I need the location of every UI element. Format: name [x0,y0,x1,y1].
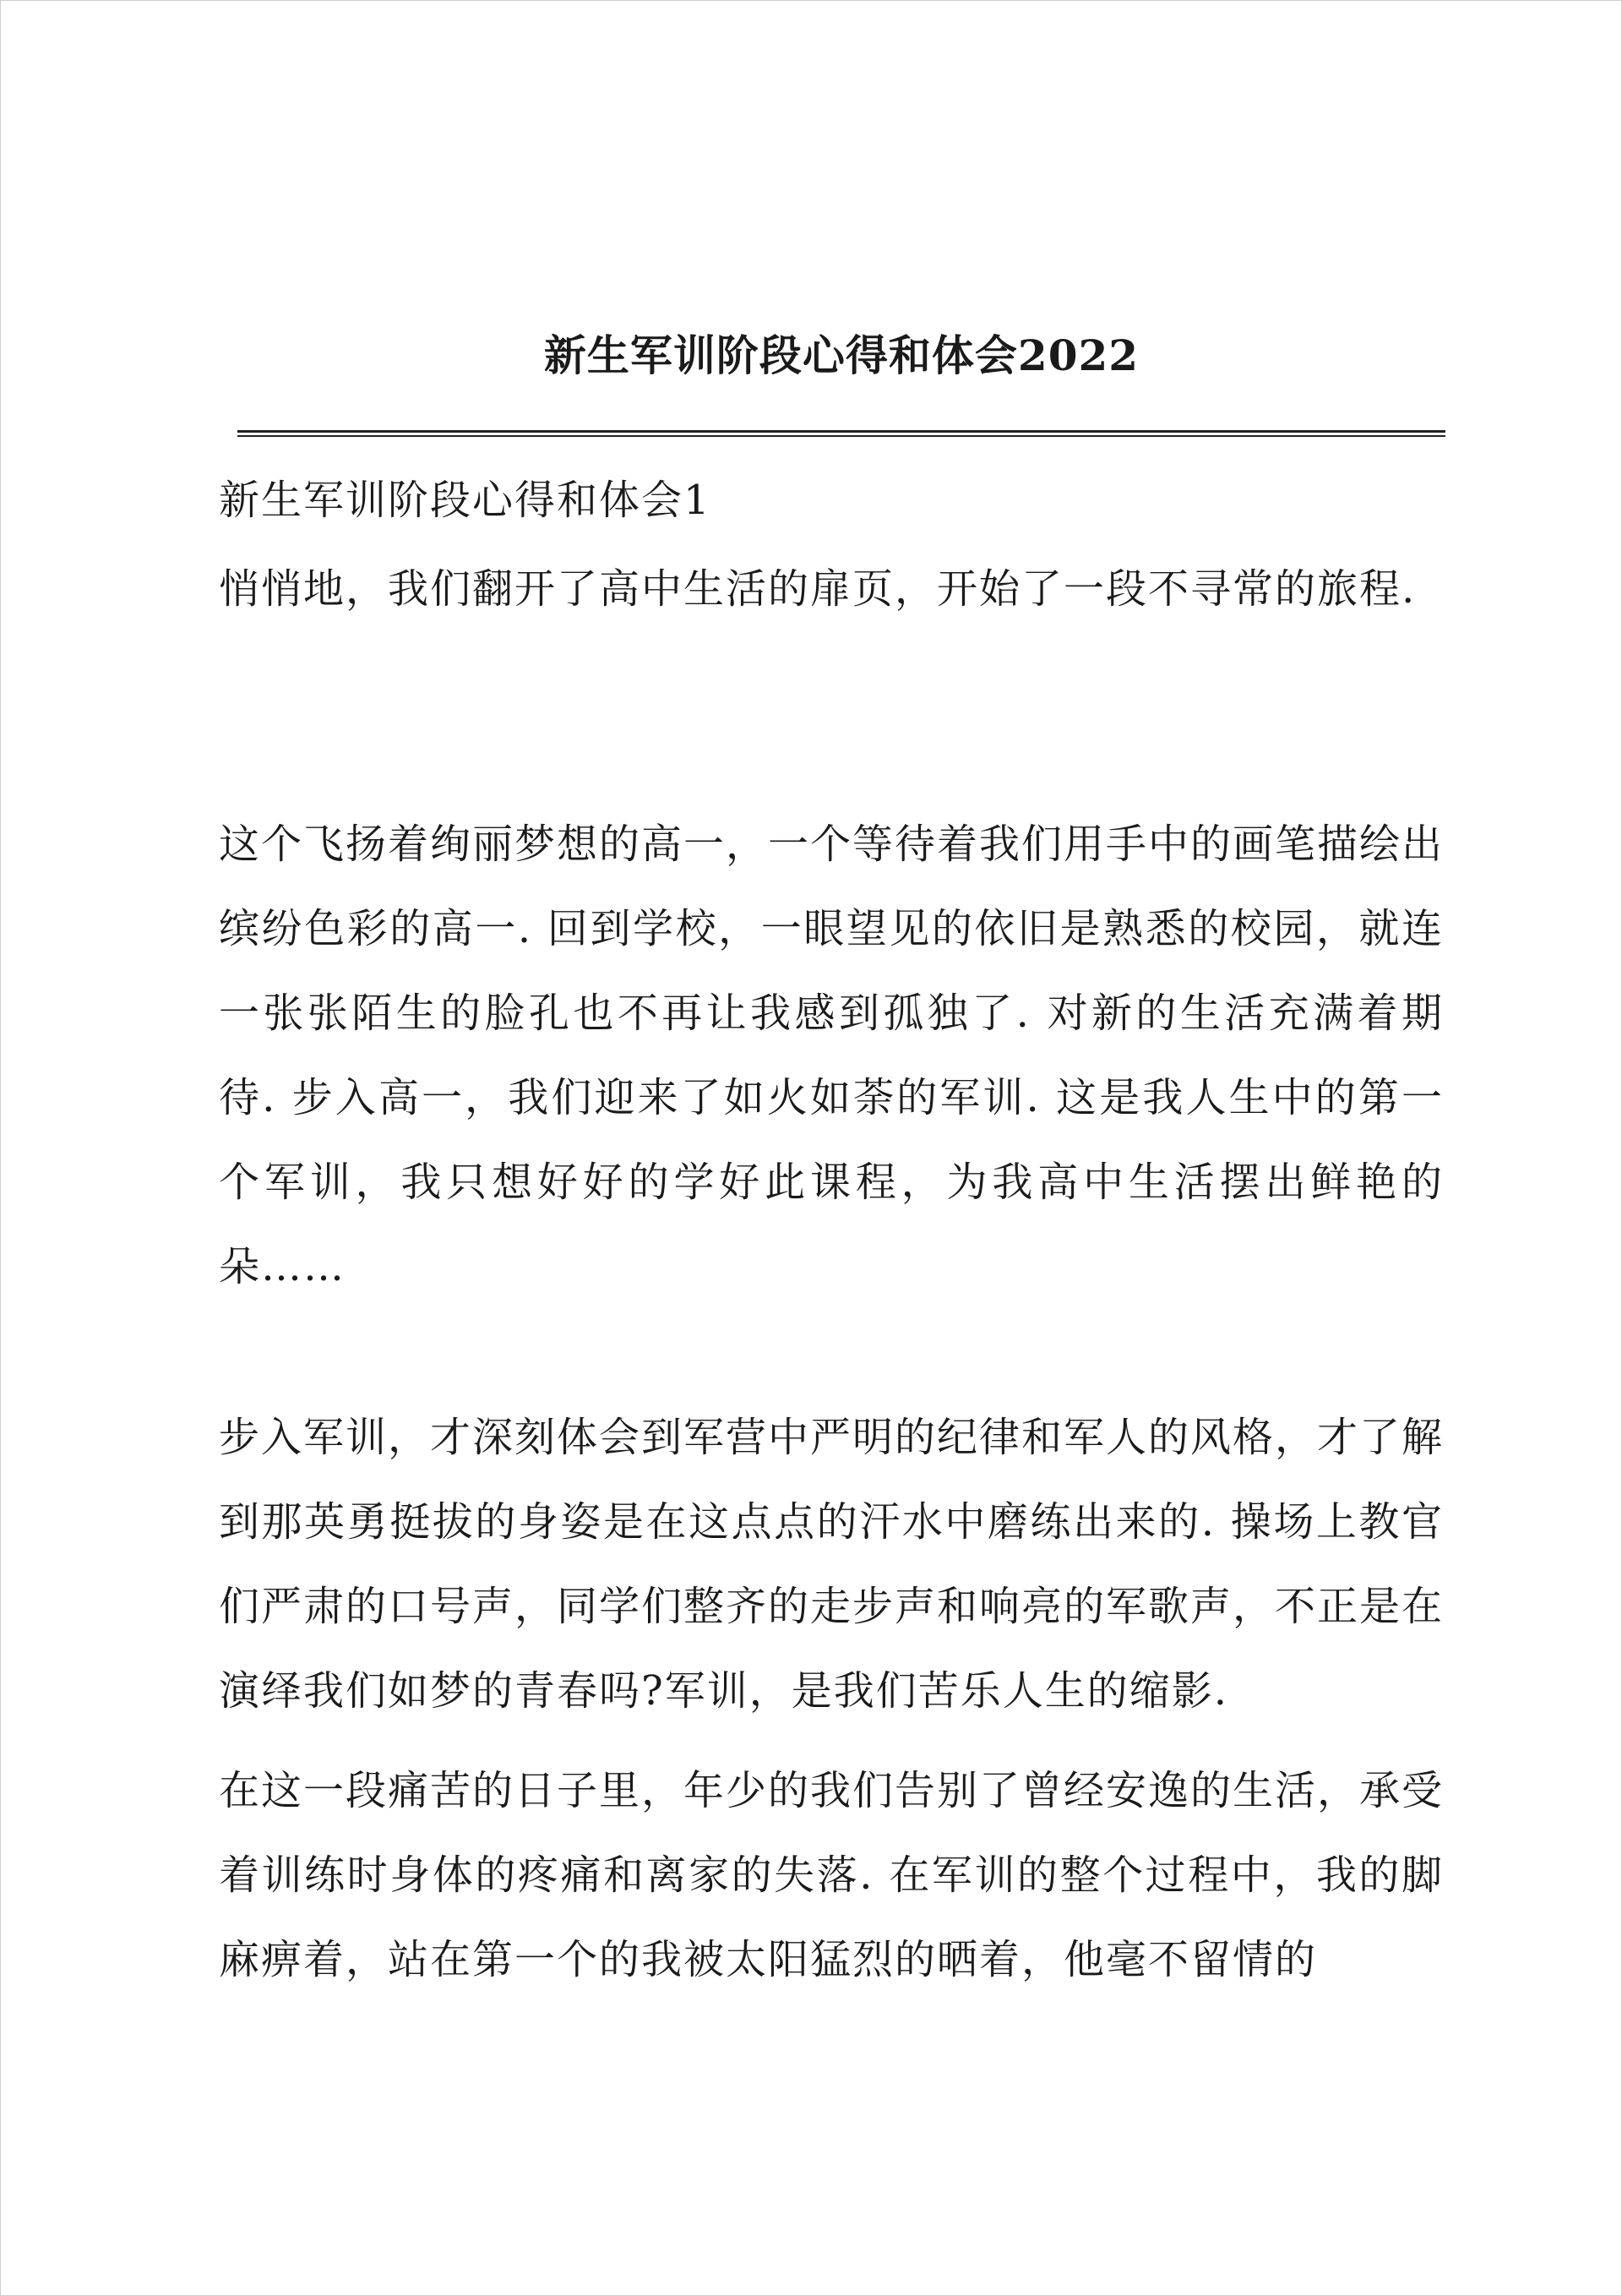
paragraph-4: 在这一段痛苦的日子里，年少的我们告别了曾经安逸的生活，承受着训练时身体的疼痛和离家的失落. 在军训的整个过程中，我的脚麻痹着，站在第一个的我被太阳猛烈的晒着，他毫不留情的 [219,1767,1445,1983]
paragraph-3: 步入军训，才深刻体会到军营中严明的纪律和军人的风格，才了解到那英勇挺拔的身姿是在这点点的汗水中磨练出来的. 操场上教官们严肃的口号声，同学们整齐的走步声和响亮的军歌声，不正是在演绎我们如梦的青春吗?军训，是我们苦乐人生的缩影. [219,1414,1445,1715]
paragraph-2: 这个飞扬着绚丽梦想的高一，一个等待着我们用手中的画笔描绘出缤纷色彩的高一. 回到学校，一眼望见的依旧是熟悉的校园，就连一张张陌生的脸孔也不再让我感到孤独了. 对新的生活充满着期待. 步入高一，我们迎来了如火如荼的军训. 这是我人生中的第一个军训，我只想好好的学好此课程，为我高中生活摆出鲜艳的朵…… [219,821,1445,1290]
paragraph-1: 悄悄地，我们翻开了高中生活的扉页，开始了一段不寻常的旅程. [219,565,1417,613]
title-divider [237,430,1445,437]
section-heading: 新生军训阶段心得和体会1 [219,477,711,524]
document-title: 新生军训阶段心得和体会2022 [543,330,1140,380]
